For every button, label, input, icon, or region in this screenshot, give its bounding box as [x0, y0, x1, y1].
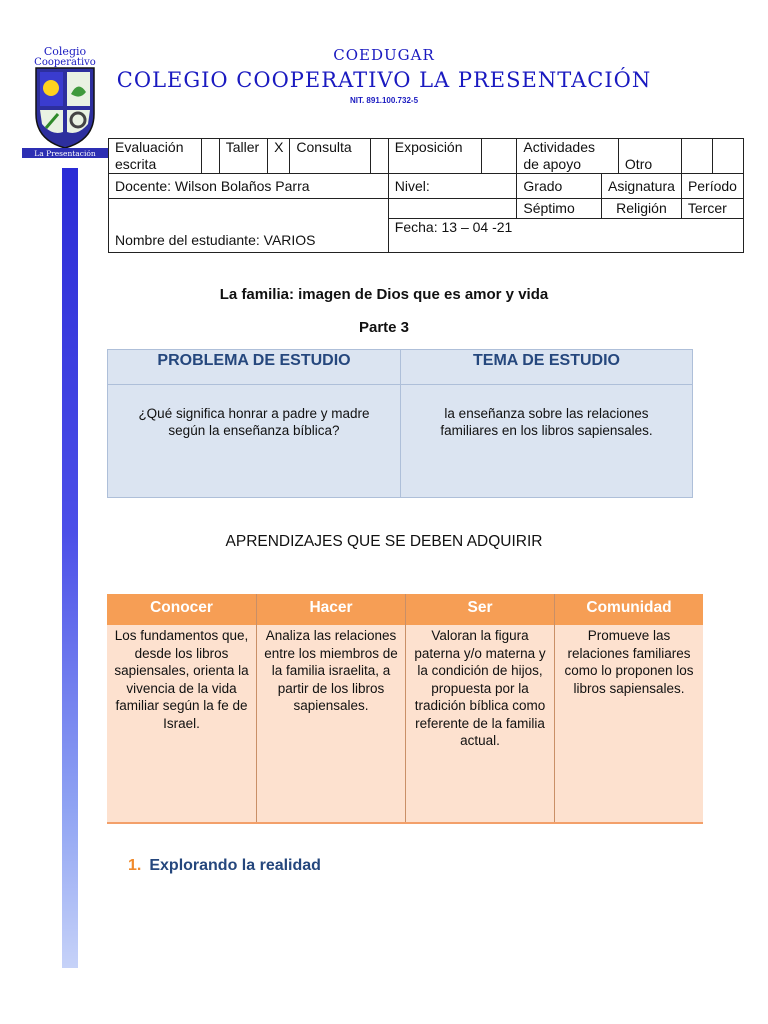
logo-text-bottom: La Presentación: [34, 149, 96, 158]
competencia-comunidad: [555, 594, 703, 823]
competencia-ser: [406, 594, 555, 823]
cell-asignatura-value: Religión: [601, 199, 681, 219]
info-table: [108, 138, 744, 253]
org-nit: NIT. 891.100.732-5: [349, 96, 419, 105]
cell-grado: Grado: [517, 174, 602, 199]
problema-text: ¿Qué significa honrar a padre y madre según la enseñanza bíblica?: [138, 406, 370, 438]
cell-consulta: Consulta: [290, 139, 371, 174]
competencia-text: Valoran la figura paterna y/o materna y la condición de hijos, propuesta por la tradición bíblica como referente de la familia actual.: [414, 628, 546, 748]
tema-text: la enseñanza sobre las relaciones familiares en los libros sapiensales.: [440, 406, 653, 438]
competencia-heading: Comunidad: [555, 594, 703, 625]
study-box: [107, 349, 693, 498]
cell-asignatura: Asignatura: [601, 174, 681, 199]
cell-fecha: Fecha: 13 – 04 -21: [388, 219, 743, 253]
cell-taller-mark: X: [268, 139, 290, 174]
cell-periodo-value: Tercer: [681, 199, 743, 219]
competencias-bottom-rule: [107, 822, 703, 824]
cell-actividades: Actividades de apoyo: [517, 139, 619, 174]
org-name: COLEGIO COOPERATIVO LA PRESENTACIÓN: [116, 68, 652, 92]
aprendizajes-heading: APRENDIZAJES QUE SE DEBEN ADQUIRIR: [225, 533, 543, 550]
cell-docente: Docente: Wilson Bolaños Parra: [109, 174, 389, 199]
problema-column: [108, 350, 401, 497]
logo-text-top: Colegio: [43, 45, 87, 58]
svg-text:Cooperativo: Cooperativo: [34, 57, 96, 68]
section-heading: [128, 857, 321, 875]
competencia-conocer: [107, 594, 257, 823]
cell-taller: Taller: [219, 139, 267, 174]
document-title: La familia: imagen de Dios que es amor y vida: [219, 286, 549, 303]
cell-exposicion: Exposición: [388, 139, 481, 174]
cell-periodo: Período: [681, 174, 743, 199]
cell-evaluacion: Evaluación escrita: [109, 139, 202, 174]
problema-heading: PROBLEMA DE ESTUDIO: [108, 350, 400, 385]
section-title: Explorando la realidad: [149, 857, 321, 874]
section-number: 1.: [128, 857, 142, 874]
competencia-text: Los fundamentos que, desde los libros sapiensales, orienta la vivencia de la vida familiar según la fe de Israel.: [114, 628, 249, 731]
cell-estudiante: Nombre del estudiante: VARIOS: [109, 199, 389, 253]
org-acronym: COEDUGAR: [333, 46, 435, 64]
tema-column: [401, 350, 692, 497]
competencia-heading: Hacer: [257, 594, 405, 625]
cell-otro: Otro: [618, 139, 681, 174]
document-part: Parte 3: [358, 319, 410, 336]
competencia-text: Promueve las relaciones familiares como lo proponen los libros sapiensales.: [564, 628, 694, 696]
competencia-text: Analiza las relaciones entre los miembros de la familia israelita, a partir de los libros sapiensales.: [264, 628, 398, 713]
cell-nivel: Nivel:: [388, 174, 517, 199]
competencia-heading: Conocer: [107, 594, 256, 625]
competencias-table: [107, 594, 703, 823]
tema-heading: TEMA DE ESTUDIO: [401, 350, 692, 385]
competencia-hacer: [257, 594, 406, 823]
competencia-heading: Ser: [406, 594, 554, 625]
cell-grado-value: Séptimo: [517, 199, 602, 219]
